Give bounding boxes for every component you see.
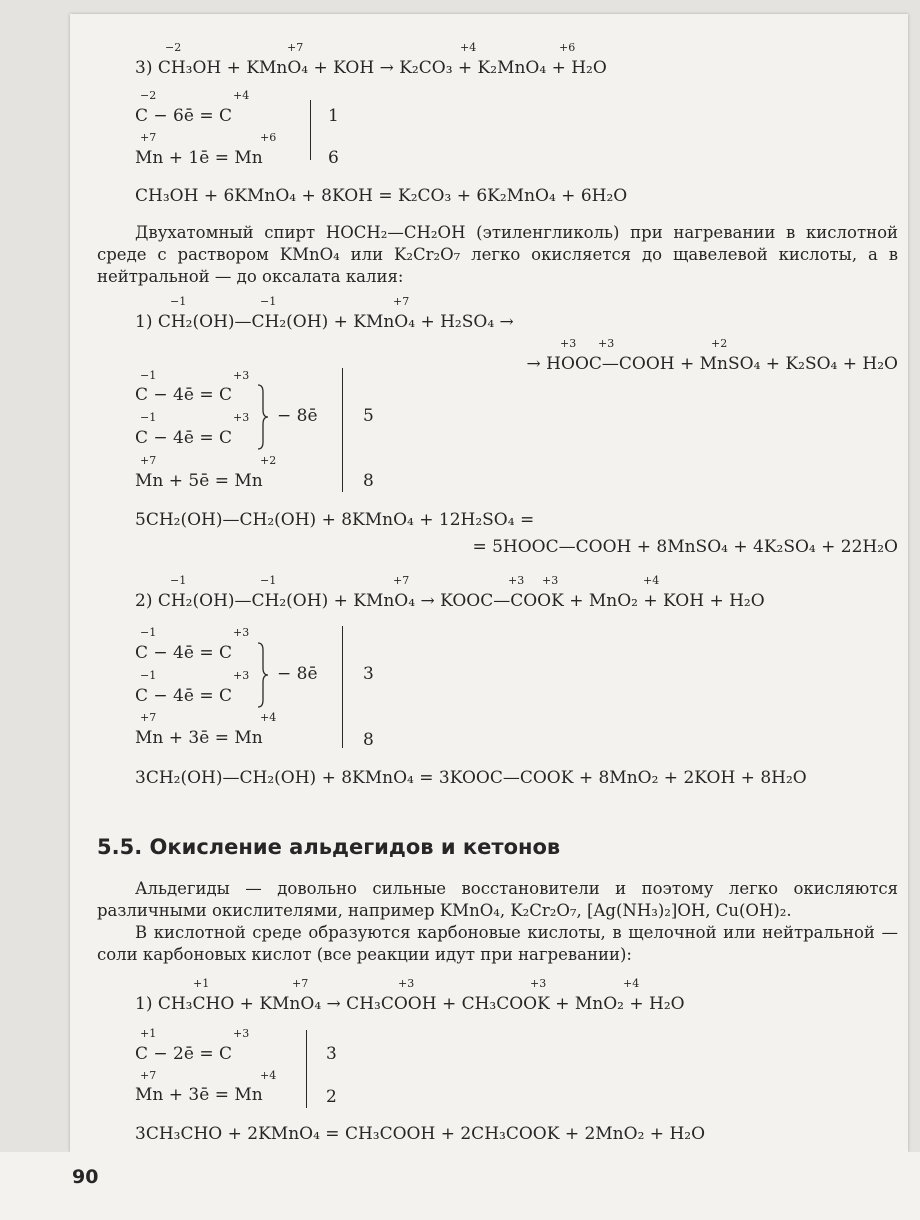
ox-state: −2 bbox=[140, 89, 157, 102]
equation: → HOOC—COOH + MnSO₄ + K₂SO₄ + H₂O bbox=[526, 354, 898, 374]
ox-state: +4 bbox=[260, 711, 277, 724]
curly-brace bbox=[256, 384, 270, 450]
balance-coefficient: 3 bbox=[363, 664, 374, 684]
ox-state: +3 bbox=[530, 977, 547, 990]
balance-coefficient: 5 bbox=[363, 406, 374, 426]
ox-state: +7 bbox=[140, 454, 157, 467]
ox-state: +3 bbox=[508, 574, 525, 587]
ox-state: −1 bbox=[140, 669, 157, 682]
ox-state: +3 bbox=[233, 369, 250, 382]
ox-state: +3 bbox=[560, 337, 577, 350]
half-reaction: C − 6ē = C bbox=[135, 106, 232, 126]
ox-state: −1 bbox=[260, 295, 277, 308]
balance-coefficient: 8 bbox=[363, 471, 374, 491]
balance-coefficient: 6 bbox=[328, 148, 339, 168]
ox-state: +4 bbox=[233, 89, 250, 102]
balance-divider bbox=[306, 1030, 307, 1108]
paragraph: Двухатомный спирт HOCH₂—CH₂OH (этиленгликоль) при нагревании в кислотной среде с раствором KMnO₄ или K₂Cr₂O₇ легко окисляется до щавелевой кислоты, а в нейтральной — до оксалата калия: bbox=[97, 223, 898, 286]
ox-state: +1 bbox=[140, 1027, 157, 1040]
balance-divider bbox=[310, 100, 311, 160]
balance-coefficient: 2 bbox=[326, 1087, 337, 1107]
ox-state: +3 bbox=[233, 669, 250, 682]
half-reaction: Mn + 1ē = Mn bbox=[135, 148, 263, 168]
ox-state: +6 bbox=[260, 131, 277, 144]
ox-state: +1 bbox=[193, 977, 210, 990]
balance-coefficient: 3 bbox=[326, 1044, 337, 1064]
ox-state: +3 bbox=[233, 411, 250, 424]
page-number: 90 bbox=[72, 1166, 99, 1188]
equation: 1) CH₂(OH)—CH₂(OH) + KMnO₄ + H₂SO₄ → bbox=[135, 312, 514, 332]
section-number: 5.5. bbox=[97, 835, 143, 859]
ox-state: +7 bbox=[140, 1069, 157, 1082]
ox-state: −2 bbox=[165, 41, 182, 54]
balance-coefficient: 8 bbox=[363, 730, 374, 750]
ox-state: −1 bbox=[170, 574, 187, 587]
ox-state: −1 bbox=[170, 295, 187, 308]
ox-state: +4 bbox=[460, 41, 477, 54]
ox-state: +3 bbox=[598, 337, 615, 350]
equation: 3) CH₃OH + KMnO₄ + KOH → K₂CO₃ + K₂MnO₄ + H₂O bbox=[135, 58, 607, 78]
ox-state: −1 bbox=[140, 411, 157, 424]
ox-state: +7 bbox=[140, 131, 157, 144]
balance-divider bbox=[342, 626, 343, 748]
ox-state: +2 bbox=[260, 454, 277, 467]
half-reaction: C − 4ē = C bbox=[135, 686, 232, 706]
section-title: Окисление альдегидов и кетонов bbox=[149, 835, 561, 859]
equation: 3CH₃CHO + 2KMnO₄ = CH₃COOH + 2CH₃COOK + 2MnO₂ + H₂O bbox=[135, 1124, 706, 1144]
electron-sum: − 8ē bbox=[277, 664, 318, 684]
equation: 2) CH₂(OH)—CH₂(OH) + KMnO₄ → KOOC—COOK + MnO₂ + KOH + H₂O bbox=[135, 591, 765, 611]
ox-state: +7 bbox=[393, 295, 410, 308]
ox-state: −1 bbox=[140, 369, 157, 382]
paragraph: В кислотной среде образуются карбоновые кислоты, в щелочной или нейтральной — соли карбоновых кислот (все реакции идут при нагревании): bbox=[97, 923, 898, 964]
half-reaction: C − 4ē = C bbox=[135, 643, 232, 663]
ox-state: +7 bbox=[287, 41, 304, 54]
ox-state: +7 bbox=[393, 574, 410, 587]
ox-state: +6 bbox=[559, 41, 576, 54]
half-reaction: Mn + 3ē = Mn bbox=[135, 728, 263, 748]
balance-divider bbox=[342, 368, 343, 492]
half-reaction: C − 4ē = C bbox=[135, 428, 232, 448]
ox-state: +3 bbox=[398, 977, 415, 990]
half-reaction: C − 2ē = C bbox=[135, 1044, 232, 1064]
equation: CH₃OH + 6KMnO₄ + 8KOH = K₂CO₃ + 6K₂MnO₄ + 6H₂O bbox=[135, 186, 628, 206]
ox-state: −1 bbox=[260, 574, 277, 587]
half-reaction: Mn + 3ē = Mn bbox=[135, 1085, 263, 1105]
electron-sum: − 8ē bbox=[277, 406, 318, 426]
ox-state: +2 bbox=[711, 337, 728, 350]
ox-state: +3 bbox=[542, 574, 559, 587]
half-reaction: Mn + 5ē = Mn bbox=[135, 471, 263, 491]
ox-state: +7 bbox=[140, 711, 157, 724]
ox-state: +7 bbox=[292, 977, 309, 990]
ox-state: +4 bbox=[643, 574, 660, 587]
section-heading bbox=[97, 834, 560, 860]
ox-state: +3 bbox=[233, 1027, 250, 1040]
half-reaction: C − 4ē = C bbox=[135, 385, 232, 405]
curly-brace bbox=[256, 642, 270, 708]
equation: 5CH₂(OH)—CH₂(OH) + 8KMnO₄ + 12H₂SO₄ = bbox=[135, 510, 535, 530]
ox-state: −1 bbox=[140, 626, 157, 639]
page-footer bbox=[0, 1152, 920, 1220]
paragraph: Альдегиды — довольно сильные восстановители и поэтому легко окисляются различными окислителями, например KMnO₄, K₂Cr₂O₇, [Ag(NH₃)₂]OH, Cu(OH)₂. bbox=[97, 879, 898, 920]
ox-state: +3 bbox=[233, 626, 250, 639]
ox-state: +4 bbox=[260, 1069, 277, 1082]
equation: 1) CH₃CHO + KMnO₄ → CH₃COOH + CH₃COOK + MnO₂ + H₂O bbox=[135, 994, 685, 1014]
ox-state: +4 bbox=[623, 977, 640, 990]
equation: = 5HOOC—COOH + 8MnSO₄ + 4K₂SO₄ + 22H₂O bbox=[472, 537, 898, 557]
balance-coefficient: 1 bbox=[328, 106, 339, 126]
equation: 3CH₂(OH)—CH₂(OH) + 8KMnO₄ = 3KOOC—COOK + 8MnO₂ + 2KOH + 8H₂O bbox=[135, 768, 807, 788]
